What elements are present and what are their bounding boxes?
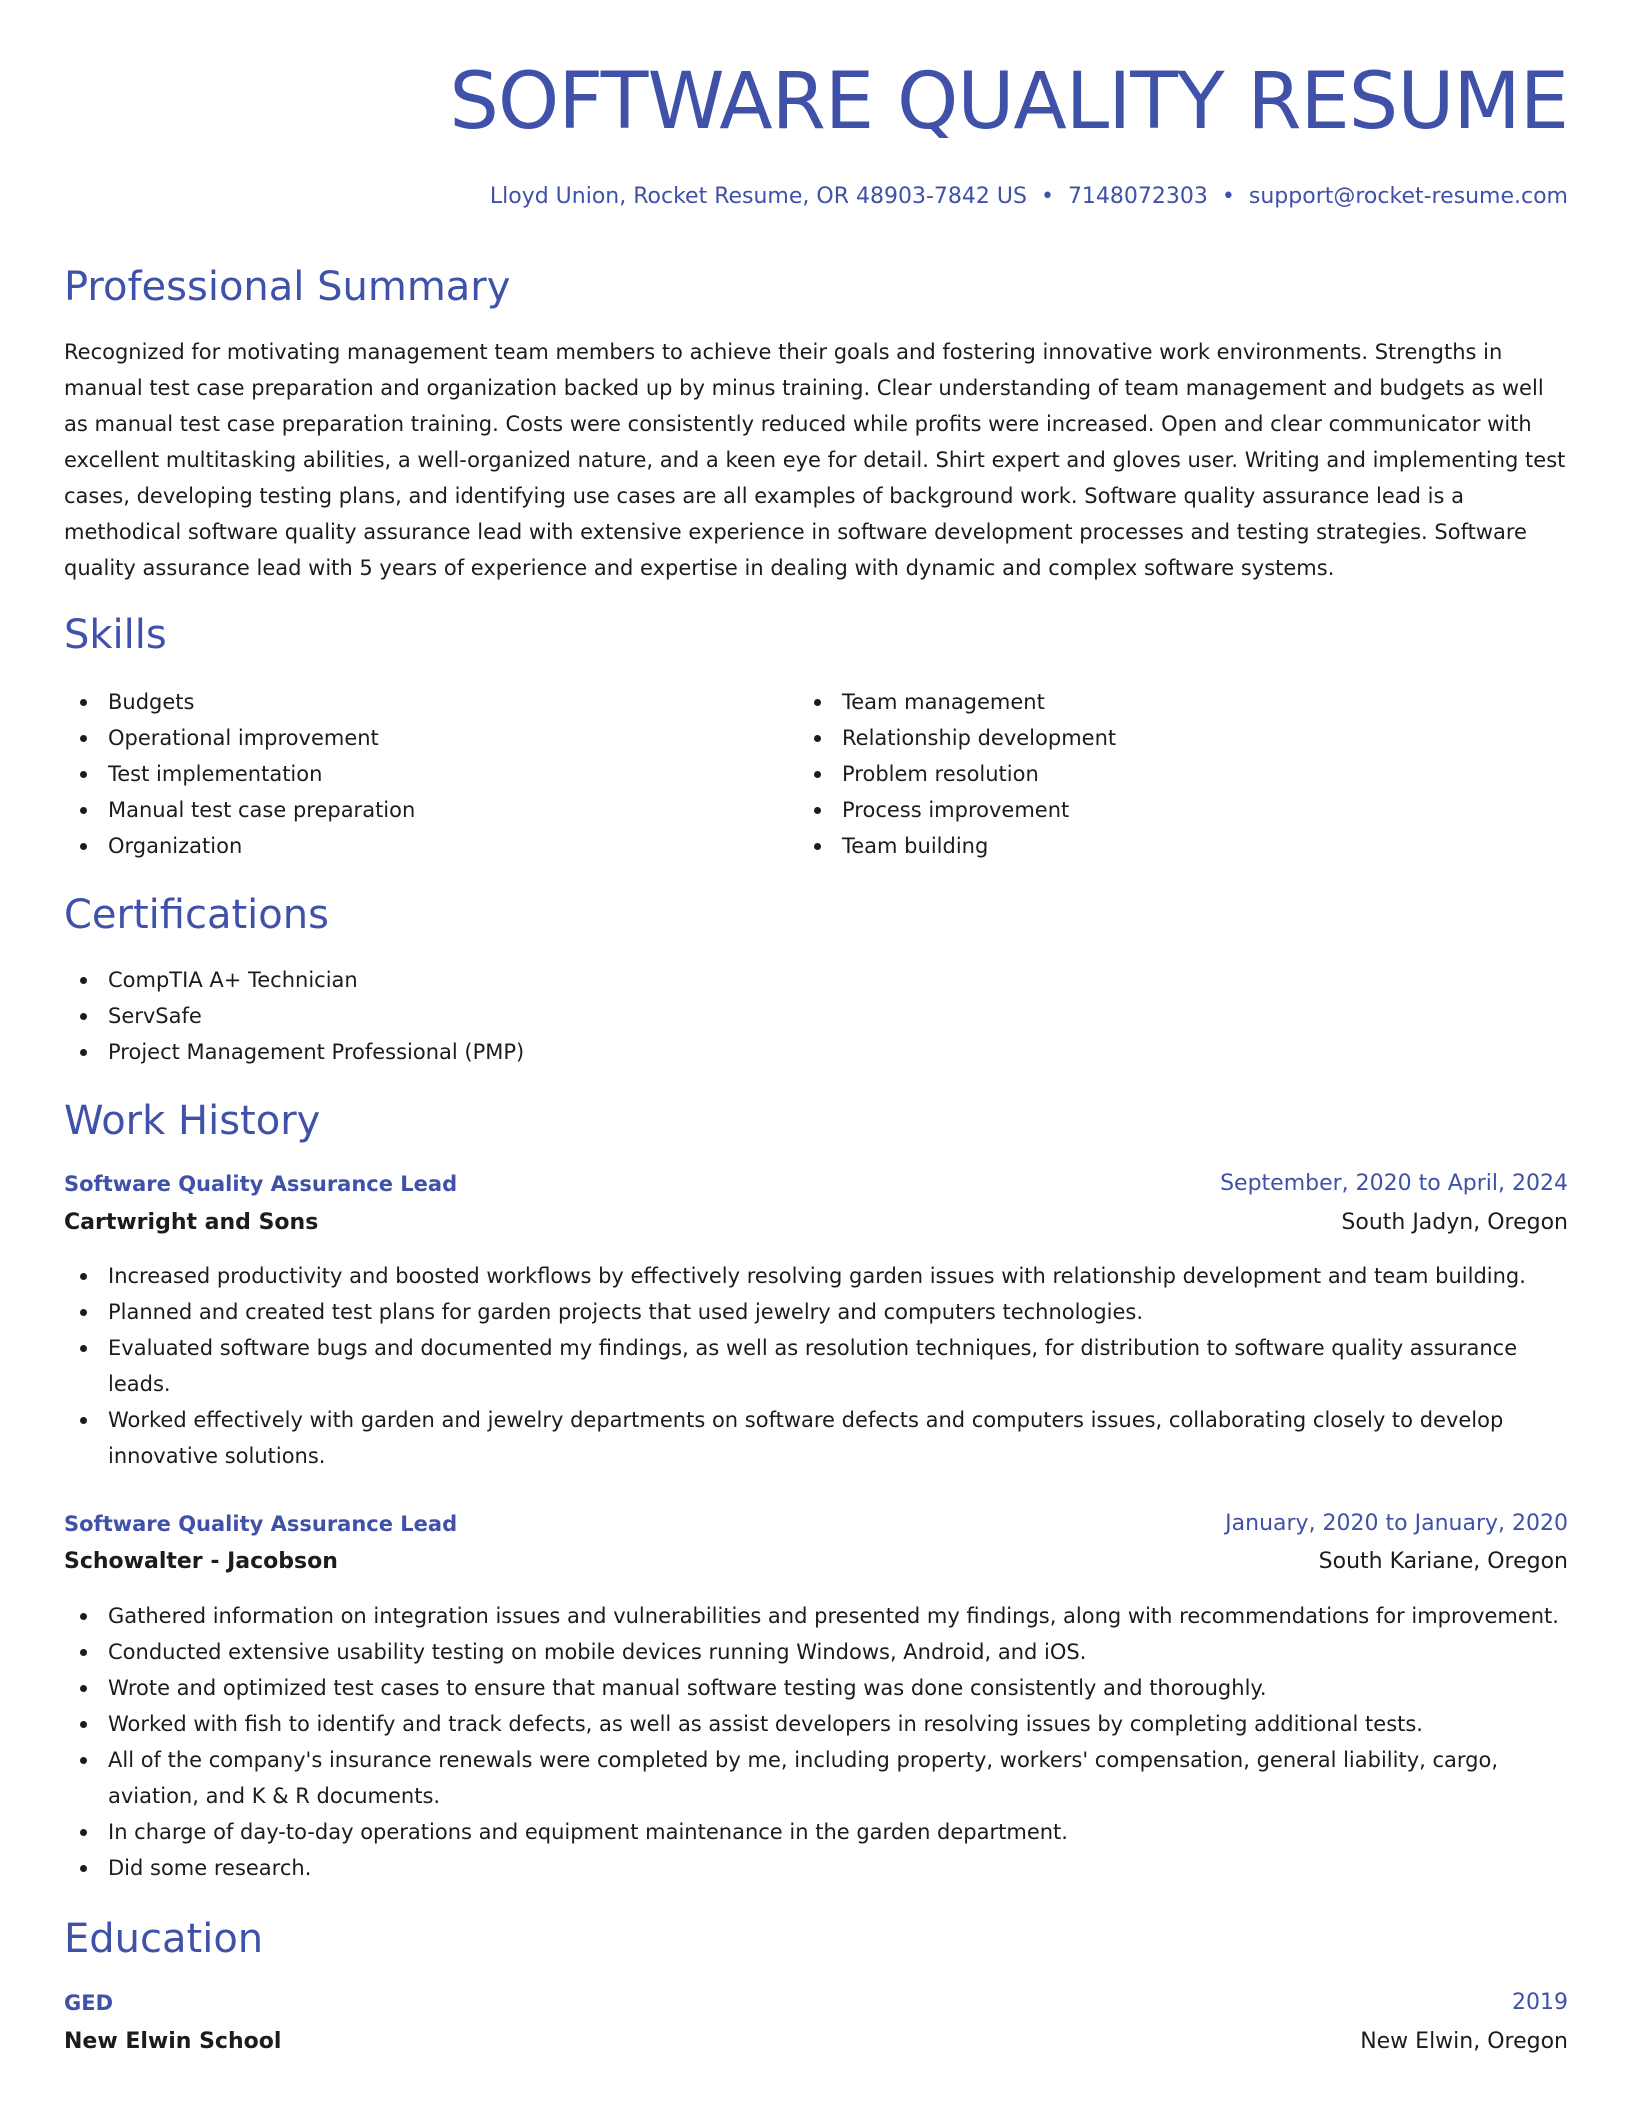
certifications-list [64, 962, 1568, 1070]
contact-separator: • [1221, 184, 1235, 209]
contact-email[interactable]: support@rocket-resume.com [1248, 184, 1568, 209]
list-item: Worked effectively with garden and jewelry departments on software defects and computers issues, collaborating closely to develop innovative solutions. [64, 1402, 1568, 1474]
job-header [64, 1509, 1568, 1539]
list-item: Planned and created test plans for garden projects that used jewelry and computers technologies. [64, 1294, 1568, 1330]
list-item: Process improvement [798, 792, 1558, 828]
education-subheader [64, 2027, 1568, 2057]
job-header [64, 1169, 1568, 1199]
list-item: All of the company's insurance renewals were completed by me, including property, workers' compensation, general liability, cargo, aviation, and K & R documents. [64, 1742, 1568, 1814]
job-subheader [64, 1208, 1568, 1238]
list-item: Wrote and optimized test cases to ensure that manual software testing was done consistently and thoroughly. [64, 1670, 1568, 1706]
list-item: Did some research. [64, 1850, 1568, 1886]
list-item: Gathered information on integration issues and vulnerabilities and presented my findings, along with recommendations for improvement. [64, 1598, 1568, 1634]
contact-phone[interactable]: 7148072303 [1067, 184, 1208, 209]
work-history-heading: Work History [64, 1098, 321, 1144]
job-bullets [64, 1258, 1568, 1474]
list-item: Relationship development [798, 720, 1558, 756]
job-location: South Kariane, Oregon [1318, 1549, 1568, 1574]
list-item: Organization [64, 828, 764, 864]
skills-list-right [798, 684, 1558, 864]
list-item: Test implementation [64, 756, 764, 792]
contact-separator: • [1040, 184, 1054, 209]
list-item: Budgets [64, 684, 764, 720]
list-item: Project Management Professional (PMP) [64, 1034, 1568, 1070]
skills-list-left [64, 684, 764, 864]
list-item: Conducted extensive usability testing on mobile devices running Windows, Android, and iOS. [64, 1634, 1568, 1670]
job-title: Software Quality Assurance Lead [64, 1512, 458, 1536]
certifications-heading: Certifications [64, 892, 329, 938]
list-item: Team building [798, 828, 1558, 864]
list-item: Team management [798, 684, 1558, 720]
resume-title: SOFTWARE QUALITY RESUME [449, 57, 1568, 147]
list-item: Operational improvement [64, 720, 764, 756]
education-heading: Education [64, 1916, 264, 1962]
job-employer: Cartwright and Sons [64, 1210, 319, 1235]
education-location: New Elwin, Oregon [1360, 2029, 1568, 2054]
education-header [64, 1988, 1568, 2018]
job-employer: Schowalter - Jacobson [64, 1549, 338, 1574]
list-item: CompTIA A+ Technician [64, 962, 1568, 998]
list-item: Worked with fish to identify and track defects, as well as assist developers in resolving issues by completing additional tests. [64, 1706, 1568, 1742]
list-item: In charge of day-to-day operations and equipment maintenance in the garden department. [64, 1814, 1568, 1850]
list-item: Problem resolution [798, 756, 1558, 792]
job-dates: September, 2020 to April, 2024 [1220, 1171, 1568, 1196]
education-degree: GED [64, 1991, 114, 2015]
list-item: ServSafe [64, 998, 1568, 1034]
list-item: Evaluated software bugs and documented my findings, as well as resolution techniques, for distribution to software quality assurance leads. [64, 1330, 1568, 1402]
contact-address: Lloyd Union, Rocket Resume, OR 48903-7842 US [489, 184, 1027, 209]
list-item: Increased productivity and boosted workflows by effectively resolving garden issues with relationship development and team building. [64, 1258, 1568, 1294]
job-location: South Jadyn, Oregon [1341, 1210, 1568, 1235]
job-title: Software Quality Assurance Lead [64, 1172, 458, 1196]
skills-heading: Skills [64, 612, 167, 658]
education-year: 2019 [1512, 1990, 1568, 2015]
job-subheader [64, 1547, 1568, 1577]
list-item: Manual test case preparation [64, 792, 764, 828]
job-dates: January, 2020 to January, 2020 [1225, 1511, 1568, 1536]
summary-text: Recognized for motivating management team members to achieve their goals and fostering innovative work environments. Strengths in manual test case preparation and organization backed up by minus training. Clear understanding of team management and budgets as well as manual test case preparation training. Costs were consistently reduced while profits were increased. Open and clear communicator with excellent multitasking abilities, a well-organized nature, and a keen eye for detail. Shirt expert and gloves user. Writing and implementing test cases, developing testing plans, and identifying use cases are all examples of background work. Software quality assurance lead is a methodical software quality assurance lead with extensive experience in software development processes and testing strategies. Software quality assurance lead with 5 years of experience and expertise in dealing with dynamic and complex software systems. [64, 340, 1566, 580]
contact-line [490, 182, 1568, 212]
education-school: New Elwin School [64, 2029, 282, 2054]
summary-heading: Professional Summary [64, 264, 511, 310]
job-bullets [64, 1598, 1568, 1886]
